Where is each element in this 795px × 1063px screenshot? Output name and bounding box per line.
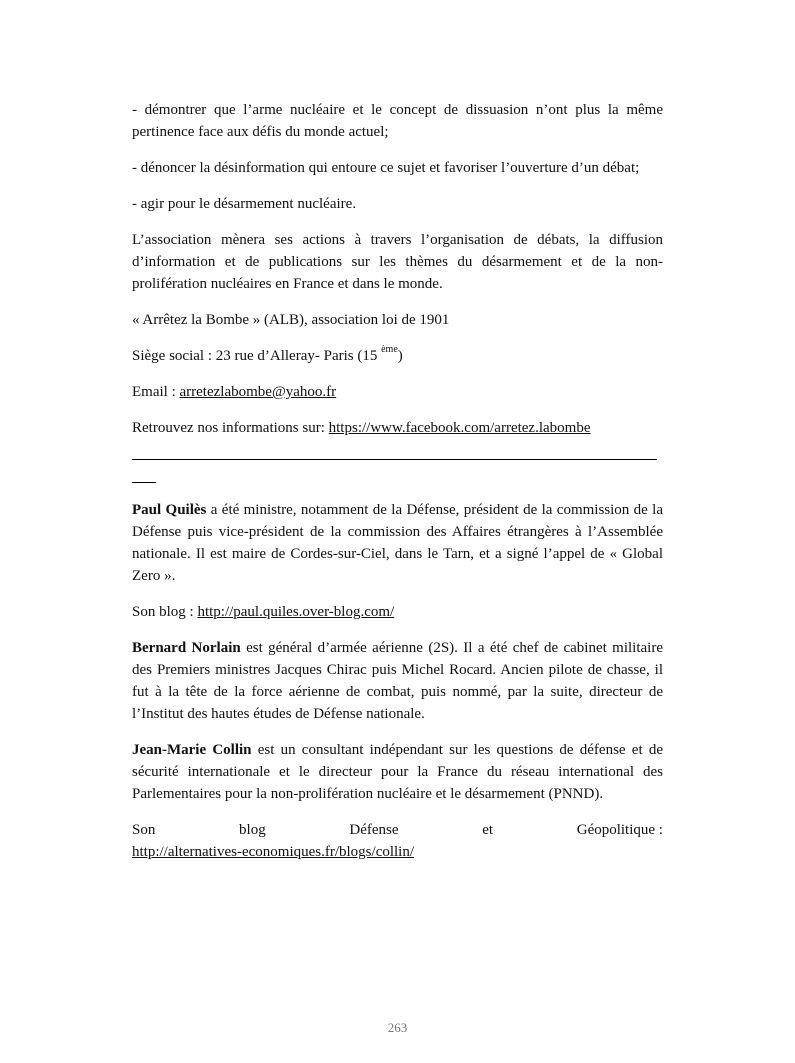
goal-2: - dénoncer la désinformation qui entoure ce sujet et favoriser l’ouverture d’un débat;	[132, 160, 640, 176]
page-number: 263	[387, 1020, 408, 1035]
collin-blog-words	[132, 819, 663, 841]
siege-sup: ème	[381, 344, 398, 355]
collin-blog-word: Son	[132, 822, 156, 838]
email-link[interactable]: arretezlabombe@yahoo.fr	[179, 384, 337, 400]
bio-collin-text: est un consultant indépendant sur les questions de défense et de sécurité internationale et le directeur pour la France du réseau international des Parlementaires pour la non-prolifération nucléaire et le désarmement (PNND).	[132, 742, 663, 802]
bio-quiles-text: a été ministre, notamment de la Défense, président de la commission de la Défense puis vice-président de la commission des Affaires étrangères à l’Assemblée nationale. Il est maire de Cordes-sur-Ciel, dans le Tarn, et a signé l’appel de « Global Zero ».	[132, 502, 664, 584]
quiles-blog-label: Son blog :	[132, 604, 198, 620]
collin-blog-word: Défense	[349, 822, 399, 838]
bio-collin	[132, 739, 663, 805]
separator-line	[132, 459, 657, 460]
facebook-line	[132, 417, 663, 439]
goal-3: - agir pour le désarmement nucléaire.	[132, 196, 357, 212]
author-norlain: Bernard Norlain	[132, 640, 241, 656]
facebook-link[interactable]: https://www.facebook.com/arretez.labombe	[328, 420, 591, 436]
page-content	[132, 99, 663, 863]
quiles-blog-line	[132, 601, 663, 623]
author-quiles: Paul Quilès	[132, 502, 207, 518]
association-name: « Arrêtez la Bombe » (ALB), association loi de 1901	[132, 312, 450, 328]
siege-close: )	[397, 348, 403, 364]
collin-blog-word: blog	[239, 822, 266, 838]
bio-quiles	[132, 499, 663, 587]
collin-blog-link[interactable]: http://alternatives-economiques.fr/blogs/collin/	[132, 844, 415, 860]
goal-1: - démontrer que l’arme nucléaire et le concept de dissuasion n’ont plus la même pertinence face aux défis du monde actuel;	[132, 102, 663, 140]
separator-tail	[132, 482, 156, 483]
siege-text: Siège social : 23 rue d’Alleray- Paris (15	[132, 348, 378, 364]
facebook-label: Retrouvez nos informations sur:	[132, 420, 329, 436]
author-collin: Jean-Marie Collin	[132, 742, 252, 758]
collin-blog-word: Géopolitique :	[576, 822, 663, 838]
email-label: Email :	[132, 384, 180, 400]
email-line	[132, 381, 663, 403]
quiles-blog-link[interactable]: http://paul.quiles.over-blog.com/	[197, 604, 395, 620]
collin-blog-word: et	[482, 822, 494, 838]
association-paragraph: L’association mènera ses actions à travers l’organisation de débats, la diffusion d’information et de publications sur les thèmes du désarmement et de la non-prolifération nucléaires en France et dans le monde.	[132, 232, 663, 292]
collin-blog-block	[132, 819, 663, 863]
bio-norlain-text: est général d’armée aérienne (2S). Il a été chef de cabinet militaire des Premiers ministres Jacques Chirac puis Michel Rocard. Ancien pilote de chasse, il fut à la tête de la force aérienne de combat, puis nommé, par la suite, directeur de l’Institut des hautes études de Défense nationale.	[132, 640, 663, 722]
bio-norlain	[132, 637, 663, 725]
siege-social	[132, 345, 663, 367]
